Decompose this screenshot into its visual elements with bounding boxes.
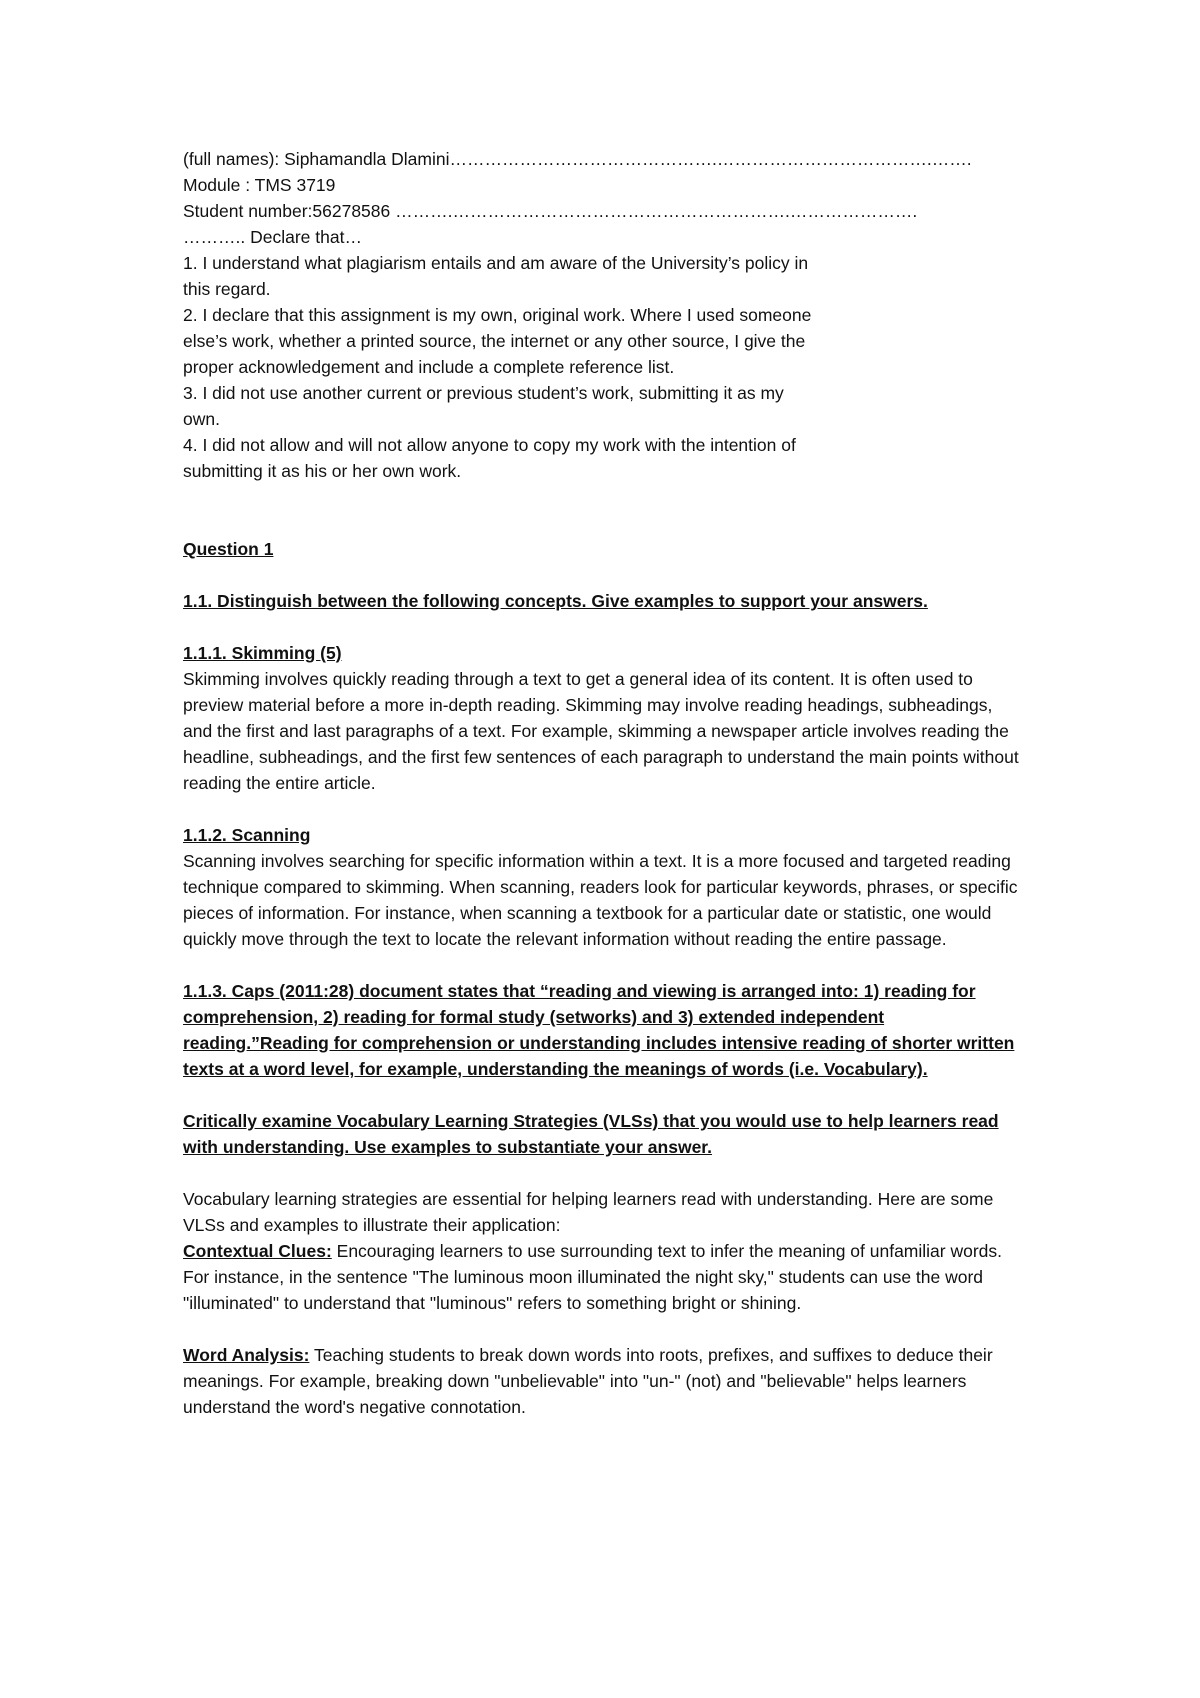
full-names-line: (full names): Siphamandla Dlamini……………………………………….……………………………….……. (183, 149, 972, 169)
word-analysis-label: Word Analysis: (183, 1345, 310, 1365)
student-number-line: Student number:56278586 ……….………………………………………………….…………………. (183, 201, 918, 221)
spacer (183, 1160, 1023, 1186)
spacer (183, 484, 1023, 536)
spacer (183, 1082, 1023, 1108)
caps-heading: 1.1.3. Caps (2011:28) document states that “reading and viewing is arranged into: 1) reading for comprehension, 2) reading for formal study (setworks) and 3) extended independent reading.”Reading for comprehension or understanding includes intensive reading of shorter written texts at a word level, for example, understanding the meanings of words (i.e. Vocabulary). (183, 981, 1015, 1079)
declare-that-line: ……….. Declare that… (183, 227, 362, 247)
declaration-item-1: 1. I understand what plagiarism entails and am aware of the University’s policy in this regard. (183, 253, 809, 299)
spacer (183, 614, 1023, 640)
scanning-heading: 1.1.2. Scanning (183, 825, 311, 845)
spacer (183, 796, 1023, 822)
document-page (183, 146, 1023, 1420)
word-analysis-paragraph (183, 1342, 1023, 1420)
vls-heading: Critically examine Vocabulary Learning Strategies (VLSs) that you would use to help learners read with understanding. Use examples to substantiate your answer. (183, 1111, 999, 1157)
contextual-clues-paragraph (183, 1238, 1023, 1316)
contextual-clues-label: Contextual Clues: (183, 1241, 332, 1261)
skimming-paragraph: Skimming involves quickly reading through a text to get a general idea of its content. It is often used to preview material before a more in-depth reading. Skimming may involve reading headings, subheadings, and the first and last paragraphs of a text. For example, skimming a newspaper article involves reading the headline, subheadings, and the first few sentences of each paragraph to understand the main points without reading the entire article. (183, 669, 1019, 793)
spacer (183, 1316, 1023, 1342)
declaration-item-4: 4. I did not allow and will not allow anyone to copy my work with the intention of submitting it as his or her own work. (183, 435, 796, 481)
skimming-heading: 1.1.1. Skimming (5) (183, 643, 342, 663)
word-analysis-text: Teaching students to break down words into roots, prefixes, and suffixes to deduce their meanings. For example, breaking down "unbelievable" into "un-" (not) and "believable" helps learners understand the word's negative connotation. (183, 1345, 993, 1417)
scanning-paragraph: Scanning involves searching for specific information within a text. It is a more focused and targeted reading technique compared to skimming. When scanning, readers look for particular keywords, phrases, or specific pieces of information. For instance, when scanning a textbook for a particular date or statistic, one would quickly move through the text to locate the relevant information without reading the entire passage. (183, 851, 1018, 949)
vls-intro-paragraph: Vocabulary learning strategies are essential for helping learners read with understanding. Here are some VLSs and examples to illustrate their application: (183, 1189, 994, 1235)
spacer (183, 562, 1023, 588)
question-title: Question 1 (183, 539, 274, 559)
declaration-item-3: 3. I did not use another current or previous student’s work, submitting it as my own. (183, 383, 784, 429)
module-line: Module : TMS 3719 (183, 175, 336, 195)
contextual-clues-text: Encouraging learners to use surrounding text to infer the meaning of unfamiliar words. For instance, in the sentence "The luminous moon illuminated the night sky," students can use the word "illuminated" to understand that "luminous" refers to something bright or shining. (183, 1241, 1003, 1313)
question-1-1-heading: 1.1. Distinguish between the following concepts. Give examples to support your answers. (183, 591, 928, 611)
declaration-item-2: 2. I declare that this assignment is my own, original work. Where I used someone else’s work, whether a printed source, the internet or any other source, I give the proper acknowledgement and include a complete reference list. (183, 305, 812, 377)
spacer (183, 952, 1023, 978)
